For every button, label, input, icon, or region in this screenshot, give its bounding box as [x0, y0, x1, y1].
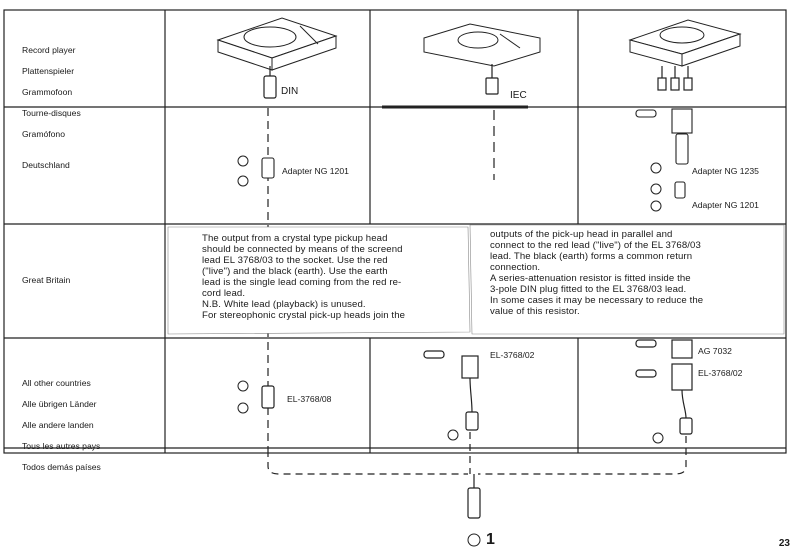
gb-instructions-left: The output from a crystal type pickup head should be connected by means of the screend lead EL 3768/03 to the socket. Use the red ("live") and the black (earth). Use the earth lead is the single lead coming from the red re- cord lead. N.B. White lead (playback) is unused. For stereophonic crystal pick-up heads join the: [202, 233, 406, 321]
turntable-2-icon: [424, 24, 540, 66]
din-symbols: [238, 156, 663, 546]
socket-symbol-2-icon: [636, 340, 656, 347]
socket-symbol-3-icon: [636, 370, 656, 377]
adapter-ng1235-label: Adapter NG 1235: [692, 166, 759, 176]
adapter-ng1235-body-icon: [672, 109, 692, 133]
mid-plug-icon: [466, 412, 478, 430]
din-label: DIN: [281, 86, 299, 97]
turntable-1-icon: [218, 18, 336, 70]
el-3768-08-label: EL-3768/08: [287, 394, 332, 404]
bottom-plug-icon: [468, 488, 480, 518]
rca-plugs-icon: [658, 66, 692, 90]
el-3768-02-mid-label: EL-3768/02: [490, 350, 535, 360]
page-number: 23: [778, 538, 790, 549]
turntable-3-icon: [630, 20, 740, 66]
row-label-record-player: Record player Plattenspieler Grammofoon Tourne-disques Gramófono: [22, 45, 81, 139]
ag-7032-label: AG 7032: [698, 346, 732, 356]
adapter-ng1201-b-icon: [675, 182, 685, 198]
el-3768-08-plug-icon: [262, 386, 274, 408]
adapter-ng1235-plug-icon: [676, 134, 688, 164]
right-plug-icon: [680, 418, 692, 434]
socket-symbol-icon: [636, 110, 656, 117]
adapter-ng1201-de-icon: [262, 158, 274, 178]
socket-symbol-4-icon: [424, 351, 444, 358]
row-label-other-countries: All other countries Alle übrigen Länder Alle andere landen Tous les autres pays Todos demás países: [22, 378, 101, 472]
row-label-great-britain: Great Britain: [22, 275, 71, 285]
gb-instructions-right: outputs of the pick-up head in parallel and connect to the red lead ("live") of the EL 3768/03 lead. The black (earth) forms a common return connection. A series-attenuation resistor is fitted inside the 3-pole DIN plug fitted to the EL 3768/03 lead. In some cases it may be necessary to reduce the value of this resistor.: [490, 229, 704, 317]
mid-lead: [470, 378, 472, 412]
row-label-deutschland: Deutschland: [22, 160, 70, 170]
din-plug-icon: [264, 76, 276, 98]
el-3768-02-right-body-icon: [672, 364, 692, 390]
bottom-plug-number: 1: [486, 531, 495, 548]
iec-label: IEC: [510, 90, 527, 101]
iec-plug-icon: [486, 78, 498, 94]
el-3768-02-mid-body-icon: [462, 356, 478, 378]
adapter-ng1201-b-label: Adapter NG 1201: [692, 200, 759, 210]
right-lead: [682, 390, 686, 418]
el-3768-02-right-label: EL-3768/02: [698, 368, 743, 378]
adapter-ng1201-de-label: Adapter NG 1201: [282, 166, 349, 176]
ag-7032-icon: [672, 340, 692, 358]
